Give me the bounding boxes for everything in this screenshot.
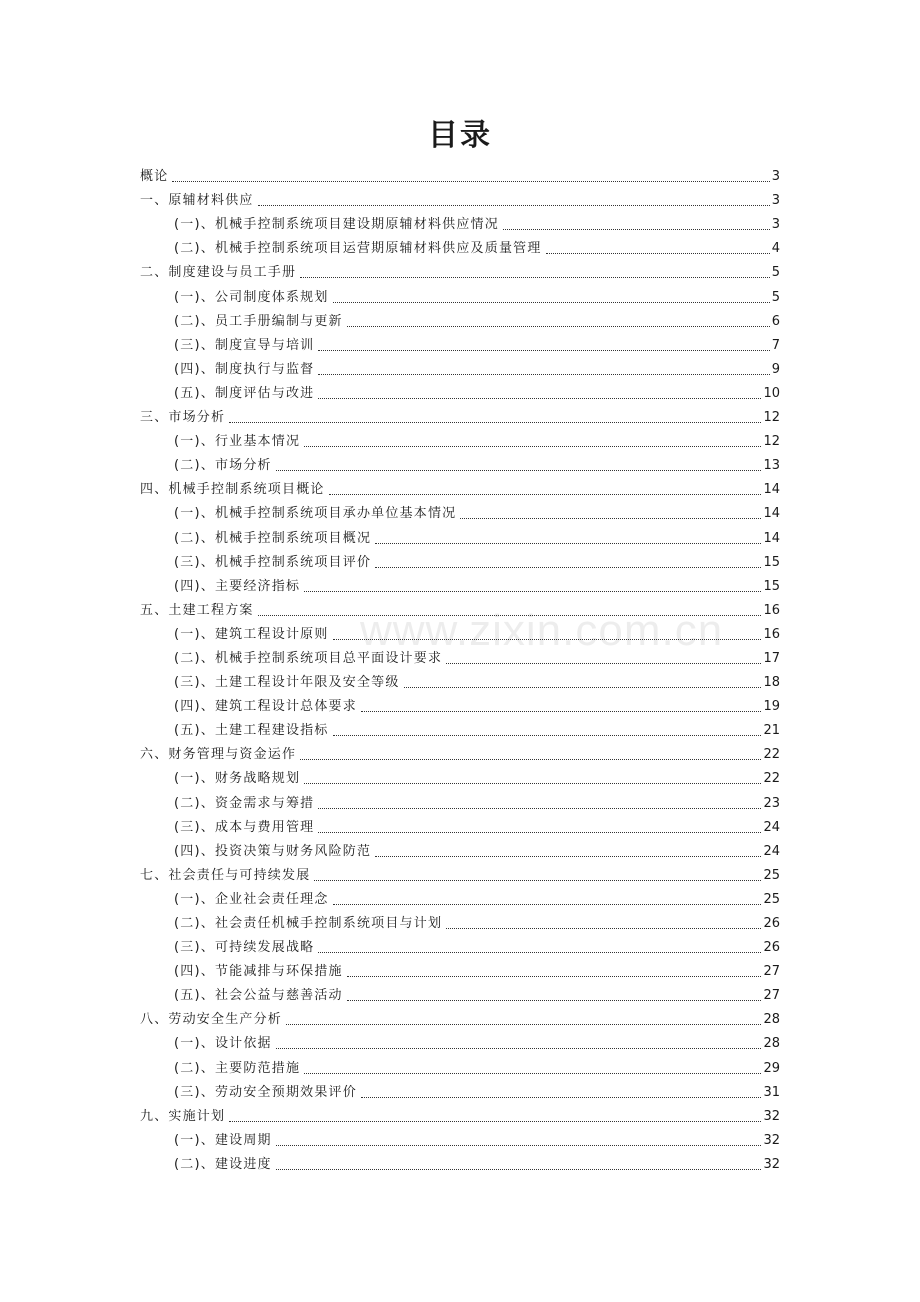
- toc-entry[interactable]: [140, 1102, 780, 1126]
- toc-entry-page-number: 13: [763, 458, 780, 474]
- toc-entry-page-number: 16: [763, 626, 780, 642]
- toc-entry-page-number: 6: [771, 313, 780, 329]
- toc-entry[interactable]: [140, 1078, 780, 1102]
- toc-entry-label: 五、土建工程方案: [140, 602, 254, 618]
- toc-entry-label: (一)、行业基本情况: [174, 434, 301, 450]
- toc-entry[interactable]: [140, 1126, 780, 1150]
- toc-entry-label: (四)、制度执行与监督: [174, 361, 315, 377]
- toc-entry-label: 二、制度建设与员工手册: [140, 265, 297, 281]
- toc-entry-label: (二)、机械手控制系统项目运营期原辅材料供应及质量管理: [174, 241, 542, 257]
- toc-entry-page-number: 14: [763, 482, 780, 498]
- toc-entry-page-number: 18: [763, 675, 780, 691]
- toc-entry-page-number: 32: [763, 1156, 780, 1172]
- toc-entry[interactable]: [140, 258, 780, 282]
- watermark: www.zixin.com.cn: [360, 606, 724, 655]
- dot-leader: [318, 350, 769, 351]
- dot-leader: [375, 543, 761, 544]
- dot-leader: [314, 880, 761, 881]
- dot-leader: [304, 1073, 761, 1074]
- toc-entry[interactable]: [140, 668, 780, 692]
- toc-entry[interactable]: [140, 1053, 780, 1077]
- toc-entry-page-number: 21: [763, 723, 780, 739]
- dot-leader: [460, 518, 761, 519]
- dot-leader: [503, 229, 770, 230]
- dot-leader: [304, 446, 761, 447]
- toc-entry[interactable]: [140, 596, 780, 620]
- toc-entry-page-number: 24: [763, 819, 780, 835]
- toc-entry-label: (二)、社会责任机械手控制系统项目与计划: [174, 916, 443, 931]
- toc-entry-page-number: 19: [763, 699, 780, 715]
- toc-entry-page-number: 12: [763, 434, 780, 450]
- toc-entry[interactable]: [140, 1005, 780, 1029]
- toc-entry-page-number: 25: [763, 867, 780, 883]
- toc-entry-page-number: 28: [763, 1012, 780, 1028]
- toc-entry[interactable]: [140, 162, 780, 186]
- toc-entry-label: (五)、制度评估与改进: [174, 385, 315, 401]
- toc-entry-page-number: 5: [771, 289, 780, 305]
- toc-entry[interactable]: [140, 909, 780, 933]
- toc-entry-label: 一、原辅材料供应: [140, 193, 254, 209]
- toc-entry-label: 概论: [140, 169, 169, 185]
- toc-entry[interactable]: [140, 788, 780, 812]
- dot-leader: [276, 1048, 762, 1049]
- toc-entry[interactable]: [140, 1150, 780, 1174]
- table-of-contents: [140, 162, 780, 1174]
- toc-entry[interactable]: [140, 1029, 780, 1053]
- toc-entry-label: 三、市场分析: [140, 410, 226, 426]
- toc-entry-label: (一)、建设周期: [174, 1132, 272, 1148]
- toc-entry[interactable]: [140, 379, 780, 403]
- toc-entry-label: (二)、建设进度: [174, 1156, 272, 1172]
- toc-entry-page-number: 27: [763, 988, 780, 1004]
- toc-entry-page-number: 5: [771, 265, 780, 281]
- toc-entry-page-number: 9: [771, 361, 780, 377]
- toc-entry-page-number: 26: [763, 940, 780, 956]
- toc-entry-label: (一)、设计依据: [174, 1036, 272, 1052]
- toc-entry-label: (二)、员工手册编制与更新: [174, 313, 343, 329]
- toc-entry[interactable]: [140, 933, 780, 957]
- toc-entry-page-number: 17: [763, 650, 780, 666]
- toc-entry[interactable]: [140, 644, 780, 668]
- toc-entry-label: 九、实施计划: [140, 1108, 226, 1124]
- toc-entry[interactable]: [140, 499, 780, 523]
- toc-entry[interactable]: [140, 523, 780, 547]
- toc-entry[interactable]: [140, 885, 780, 909]
- toc-entry[interactable]: [140, 620, 780, 644]
- toc-entry-label: (二)、机械手控制系统项目总平面设计要求: [174, 650, 443, 666]
- dot-leader: [318, 398, 761, 399]
- toc-entry-page-number: 3: [771, 217, 780, 233]
- toc-entry[interactable]: [140, 210, 780, 234]
- toc-entry[interactable]: [140, 548, 780, 572]
- toc-entry-label: (一)、公司制度体系规划: [174, 289, 329, 305]
- dot-leader: [333, 735, 762, 736]
- toc-entry[interactable]: [140, 475, 780, 499]
- toc-entry-page-number: 14: [763, 530, 780, 546]
- toc-entry-label: (一)、企业社会责任理念: [174, 891, 329, 907]
- dot-leader: [318, 952, 761, 953]
- toc-entry-label: (三)、制度宣导与培训: [174, 337, 315, 353]
- page-title: 目录: [428, 118, 492, 153]
- dot-leader: [347, 1000, 762, 1001]
- toc-entry[interactable]: [140, 355, 780, 379]
- dot-leader: [276, 1169, 762, 1170]
- toc-entry-page-number: 32: [763, 1132, 780, 1148]
- toc-entry-page-number: 25: [763, 891, 780, 907]
- toc-entry-page-number: 32: [763, 1108, 780, 1124]
- toc-entry-label: (二)、主要防范措施: [174, 1060, 301, 1076]
- toc-entry[interactable]: [140, 186, 780, 210]
- toc-entry[interactable]: [140, 331, 780, 355]
- toc-entry-page-number: 26: [763, 916, 780, 931]
- toc-entry-label: 七、社会责任与可持续发展: [140, 867, 311, 883]
- dot-leader: [229, 1121, 761, 1122]
- toc-entry-page-number: 29: [763, 1060, 780, 1076]
- dot-leader: [333, 904, 762, 905]
- toc-entry-label: (一)、机械手控制系统项目建设期原辅材料供应情况: [174, 217, 499, 233]
- toc-entry-label: (五)、土建工程建设指标: [174, 723, 329, 739]
- dot-leader: [347, 326, 770, 327]
- toc-entry[interactable]: [140, 427, 780, 451]
- toc-entry[interactable]: [140, 692, 780, 716]
- dot-leader: [276, 470, 762, 471]
- dot-leader: [276, 1145, 762, 1146]
- dot-leader: [375, 856, 761, 857]
- toc-entry-page-number: 3: [771, 193, 780, 209]
- dot-leader: [258, 205, 770, 206]
- toc-entry-page-number: 31: [763, 1084, 780, 1100]
- toc-entry-label: (四)、主要经济指标: [174, 578, 301, 594]
- dot-leader: [446, 663, 761, 664]
- dot-leader: [333, 639, 762, 640]
- dot-leader: [229, 422, 761, 423]
- dot-leader: [258, 615, 762, 616]
- toc-entry-page-number: 12: [763, 410, 780, 426]
- toc-entry[interactable]: [140, 740, 780, 764]
- dot-leader: [361, 1097, 762, 1098]
- toc-entry-label: (三)、机械手控制系统项目评价: [174, 554, 372, 570]
- toc-entry-page-number: 27: [763, 964, 780, 980]
- toc-entry-page-number: 15: [763, 578, 780, 594]
- toc-entry-label: (一)、机械手控制系统项目承办单位基本情况: [174, 506, 457, 522]
- toc-entry-label: (四)、建筑工程设计总体要求: [174, 699, 357, 715]
- toc-entry-page-number: 10: [763, 385, 780, 401]
- toc-entry[interactable]: [140, 957, 780, 981]
- toc-entry-label: (三)、可持续发展战略: [174, 940, 315, 956]
- toc-entry-label: (一)、建筑工程设计原则: [174, 626, 329, 642]
- dot-leader: [286, 1024, 761, 1025]
- toc-entry[interactable]: [140, 837, 780, 861]
- toc-entry-page-number: 23: [763, 795, 780, 811]
- toc-entry-label: (二)、资金需求与筹措: [174, 795, 315, 811]
- dot-leader: [375, 567, 761, 568]
- dot-leader: [300, 277, 770, 278]
- toc-entry-page-number: 3: [771, 169, 780, 185]
- toc-entry[interactable]: [140, 813, 780, 837]
- toc-entry-page-number: 15: [763, 554, 780, 570]
- toc-entry-label: (四)、投资决策与财务风险防范: [174, 843, 372, 859]
- dot-leader: [318, 374, 769, 375]
- toc-entry[interactable]: [140, 716, 780, 740]
- toc-entry-label: (四)、节能减排与环保措施: [174, 964, 343, 980]
- toc-entry[interactable]: [140, 572, 780, 596]
- toc-entry-page-number: 24: [763, 843, 780, 859]
- toc-entry[interactable]: [140, 307, 780, 331]
- toc-entry-label: 四、机械手控制系统项目概论: [140, 482, 325, 498]
- toc-entry-page-number: 14: [763, 506, 780, 522]
- toc-entry-label: (三)、成本与费用管理: [174, 819, 315, 835]
- toc-entry[interactable]: [140, 764, 780, 788]
- toc-entry-label: (三)、劳动安全预期效果评价: [174, 1084, 357, 1100]
- toc-entry[interactable]: [140, 861, 780, 885]
- toc-entry[interactable]: [140, 981, 780, 1005]
- toc-entry-label: 六、财务管理与资金运作: [140, 747, 297, 763]
- toc-entry-label: (一)、财务战略规划: [174, 771, 301, 787]
- dot-leader: [318, 832, 761, 833]
- toc-entry[interactable]: [140, 403, 780, 427]
- dot-leader: [361, 711, 762, 712]
- toc-entry[interactable]: [140, 234, 780, 258]
- dot-leader: [333, 302, 770, 303]
- toc-entry-label: (二)、机械手控制系统项目概况: [174, 530, 372, 546]
- toc-entry-page-number: 28: [763, 1036, 780, 1052]
- toc-entry-page-number: 16: [763, 602, 780, 618]
- toc-entry-page-number: 4: [771, 241, 780, 257]
- toc-entry[interactable]: [140, 451, 780, 475]
- dot-leader: [300, 759, 761, 760]
- dot-leader: [329, 494, 762, 495]
- toc-entry-label: 八、劳动安全生产分析: [140, 1012, 283, 1028]
- toc-entry-label: (三)、土建工程设计年限及安全等级: [174, 675, 400, 691]
- toc-entry-label: (五)、社会公益与慈善活动: [174, 988, 343, 1004]
- dot-leader: [347, 976, 762, 977]
- dot-leader: [304, 591, 761, 592]
- dot-leader: [304, 783, 761, 784]
- toc-entry-label: (二)、市场分析: [174, 458, 272, 474]
- dot-leader: [172, 181, 769, 182]
- dot-leader: [546, 253, 770, 254]
- toc-entry-page-number: 22: [763, 771, 780, 787]
- dot-leader: [404, 687, 762, 688]
- toc-entry[interactable]: [140, 282, 780, 306]
- dot-leader: [446, 928, 761, 929]
- dot-leader: [318, 808, 761, 809]
- toc-entry-page-number: 7: [771, 337, 780, 353]
- toc-entry-page-number: 22: [763, 747, 780, 763]
